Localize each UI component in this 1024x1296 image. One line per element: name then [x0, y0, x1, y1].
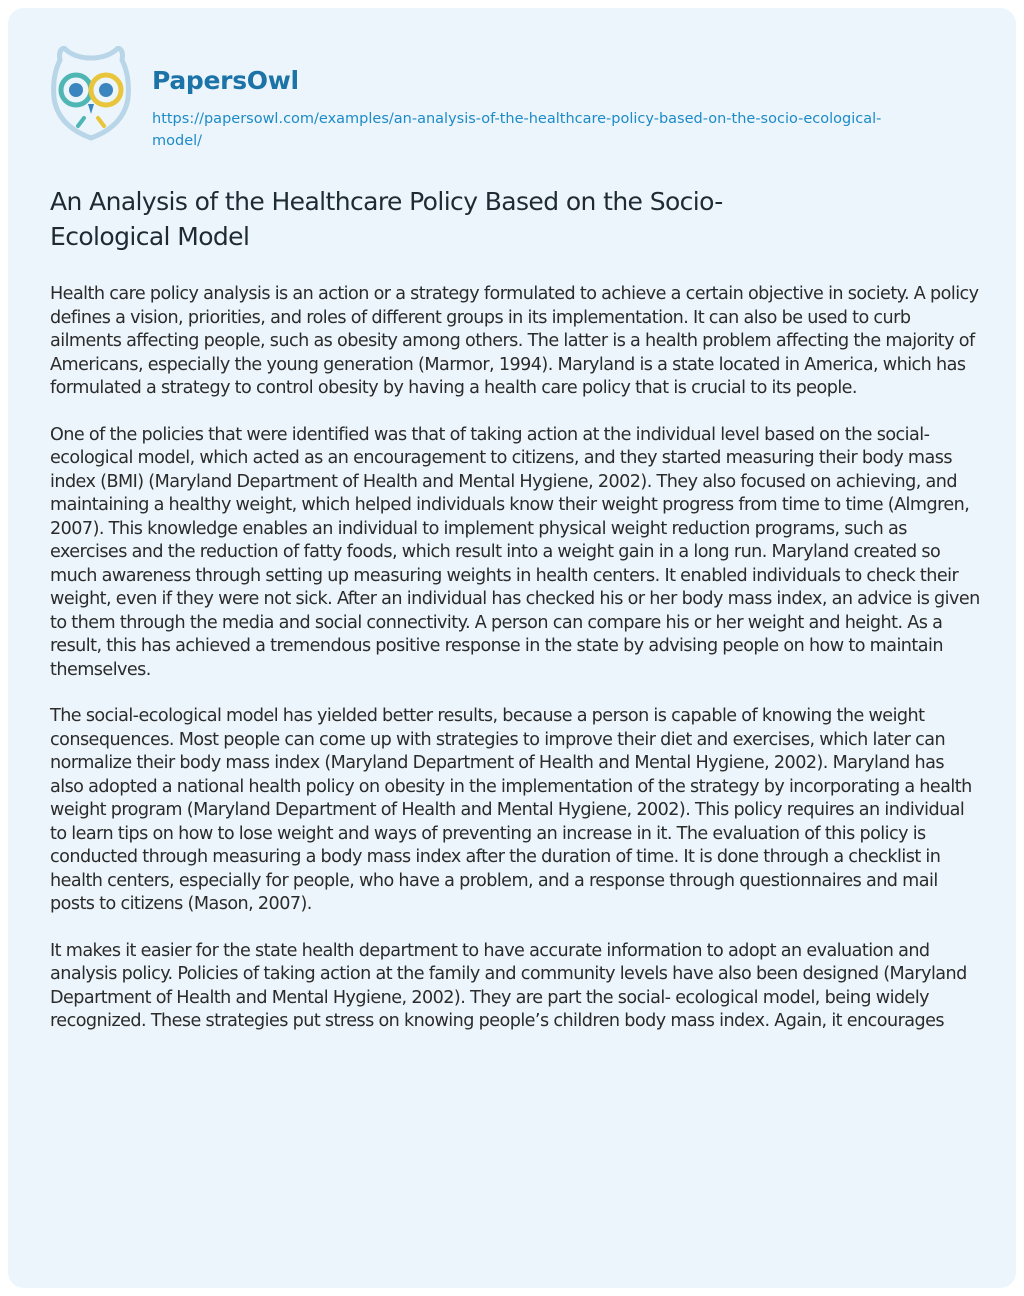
source-url-link[interactable]: https://papersowl.com/examples/an-analysis-of-the-healthcare-policy-based-on-the-socio-ecological-model/	[152, 111, 882, 149]
article-body	[50, 283, 980, 1057]
paragraph-4: It makes it easier for the state health department to have accurate information to adopt an evaluation and analysis policy. Policies of taking action at the family and community levels have also been designed (Maryland Department of Health and Mental Hygiene, 2002). They are part the social- ecological model, being widely recognized. These strategies put stress on knowing people’s children body mass index. Again, it encourages	[50, 940, 967, 1031]
paragraph-3: The social-ecological model has yielded better results, because a person is capable of knowing the weight consequences. Most people can come up with strategies to improve their diet and exercises, which later can normalize their body mass index (Maryland Department of Health and Mental Hygiene, 2002). Maryland has also adopted a national health policy on obesity in the implementation of the strategy by incorporating a health weight program (Maryland Department of Health and Mental Hygiene, 2002). This policy requires an individual to learn tips on how to lose weight and ways of preventing an increase in it. The evaluation of this policy is conducted through measuring a body mass index after the duration of time. It is done through a checklist in health centers, especially for people, who have a problem, and a response through questionnaires and mail posts to citizens (Mason, 2007).	[50, 706, 972, 914]
paragraph-1: Health care policy analysis is an action or a strategy formulated to achieve a certain objective in society. A policy defines a vision, priorities, and roles of different groups in its implementation. It can also be used to curb ailments affecting people, such as obesity among others. The latter is a health problem affecting the majority of Americans, especially the young generation (Marmor, 1994). Maryland is a state located in America, which has formulated a strategy to control obesity by having a health care policy that is crucial to its people.	[50, 284, 979, 398]
owl-logo-icon[interactable]	[50, 46, 132, 142]
document-card	[8, 8, 1016, 1288]
article-title: An Analysis of the Healthcare Policy Based on the Socio-Ecological Model	[50, 187, 723, 251]
brand-name[interactable]: PapersOwl	[152, 66, 299, 95]
paragraph-2: One of the policies that were identified was that of taking action at the individual level based on the social-ecological model, which acted as an encouragement to citizens, and they started measuring their body mass index (BMI) (Maryland Department of Health and Mental Hygiene, 2002). They also focused on achieving, and maintaining a healthy weight, which helped individuals know their weight progress from time to time (Almgren, 2007). This knowledge enables an individual to implement physical weight reduction programs, such as exercises and the reduction of fatty foods, which result into a weight gain in a long run. Maryland created so much awareness through setting up measuring weights in health centers. It enabled individuals to check their weight, even if they were not sick. After an individual has checked his or her body mass index, an advice is given to them through the media and social connectivity. A person can compare his or her weight and height. As a result, this has achieved a tremendous positive response in the state by advising people on how to maintain themselves.	[50, 424, 980, 680]
site-header	[50, 36, 1000, 166]
